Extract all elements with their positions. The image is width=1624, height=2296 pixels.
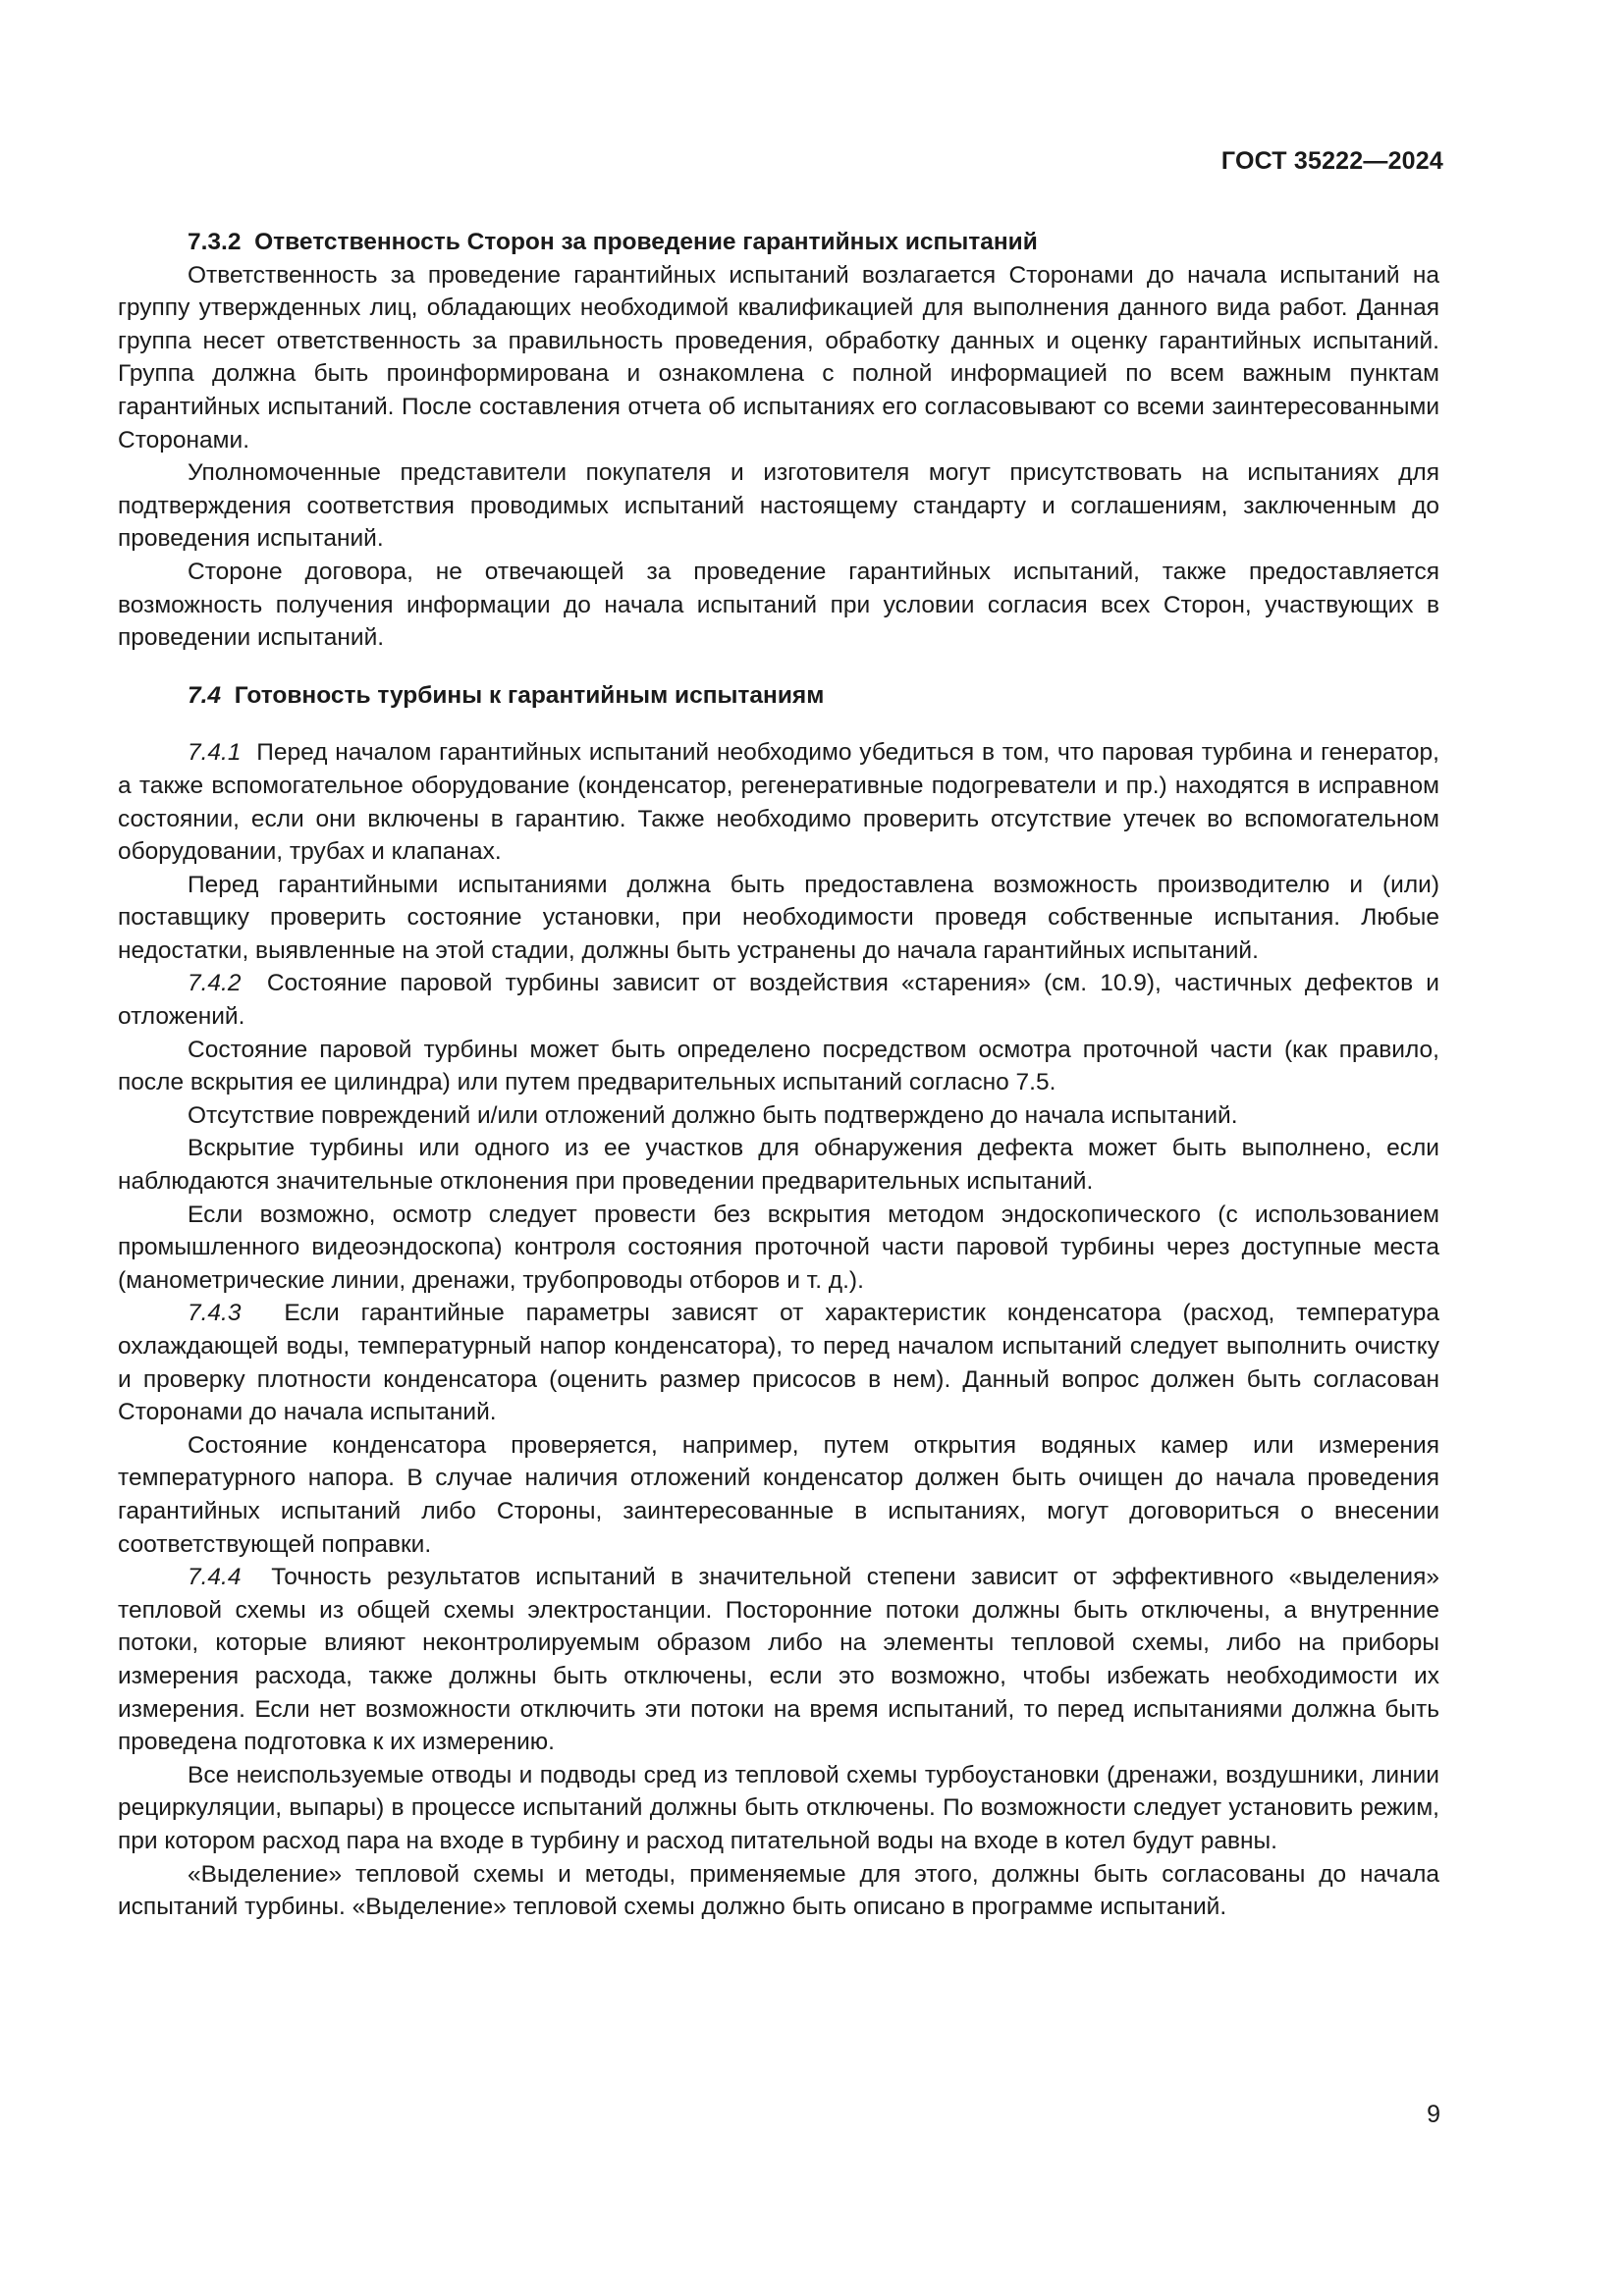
clause-text: Если гарантийные параметры зависят от характеристик конденсатора (расход, температура охлаждающей воды, температурный напор конденсатора), то перед началом испытаний следует выполнить очистку и проверку плотности конденсатора (оценить размер присосов в нем). Данный вопрос должен быть согласован Сторонами до начала испытаний. (118, 1300, 1439, 1426)
clause-7-4-3 (118, 1297, 1439, 1428)
section-heading-7-4 (118, 679, 1439, 713)
clause-number: 7.4.4 (188, 1564, 242, 1591)
clause-text: Точность результатов испытаний в значительной степени зависит от эффективного «выделения» тепловой схемы из общей схемы электростанции. Посторонние потоки должны быть отключены, а внутренние потоки, которые влияют неконтролируемым образом либо на элементы тепловой схемы, либо на приборы измерения расхода, также должны быть отключены, если это возможно, чтобы избежать необходимости их измерения. Если нет возможности отключить эти потоки на время испытаний, то перед испытаниями должна быть проведена подготовка к их измерению. (118, 1564, 1439, 1756)
paragraph: Состояние паровой турбины может быть определено посредством осмотра проточной части (как правило, после вскрытия ее цилиндра) или путем предварительных испытаний согласно 7.5. (118, 1036, 1439, 1096)
section-title: Готовность турбины к гарантийным испытаниям (234, 681, 825, 709)
paragraph: Отсутствие повреждений и/или отложений должно быть подтверждено до начала испытаний. (188, 1101, 1238, 1129)
clause-number: 7.4.2 (188, 970, 242, 997)
clause-text: Состояние паровой турбины зависит от воздействия «старения» (см. 10.9), частичных дефектов и отложений. (118, 970, 1439, 1031)
paragraph: Уполномоченные представители покупателя и изготовителя могут присутствовать на испытаниях для подтверждения соответствия проводимых испытаний настоящему стандарту и соглашениям, заключенным до проведения испытаний. (118, 459, 1439, 553)
document-header: ГОСТ 35222—2024 (1220, 147, 1443, 175)
section-number: 7.3.2 (188, 229, 242, 255)
paragraph: «Выделение» тепловой схемы и методы, применяемые для этого, должны быть согласованы до начала испытаний турбины. «Выделение» тепловой схемы должно быть описано в программе испытаний. (118, 1860, 1439, 1921)
clause-7-4-4 (118, 1561, 1439, 1759)
section-number: 7.4 (188, 681, 222, 709)
paragraph: Стороне договора, не отвечающей за проведение гарантийных испытаний, также предоставляется возможность получения информации до начала испытаний при условии согласия всех Сторон, участвующих в проведении испытаний. (118, 558, 1439, 652)
clause-7-4-1 (118, 736, 1439, 868)
clause-7-4-2 (118, 967, 1439, 1033)
page-number: 9 (1427, 2101, 1440, 2128)
paragraph: Состояние конденсатора проверяется, например, путем открытия водяных камер или измерения температурного напора. В случае наличия отложений конденсатор должен быть очищен до начала проведения гарантийных испытаний либо Стороны, заинтересованные в испытаниях, могут договориться о внесении соответствующей поправки. (118, 1431, 1439, 1558)
clause-text: Перед началом гарантийных испытаний необходимо убедиться в том, что паровая турбина и генератор, а также вспомогательное оборудование (конденсатор, регенеративные подогреватели и пр.) находятся в исправном состоянии, если они включены в гарантию. Также необходимо проверить отсутствие утечек во вспомогательном оборудовании, трубах и клапанах. (118, 739, 1439, 866)
section-heading-7-3-2 (118, 226, 1439, 259)
document-body (118, 226, 1439, 1924)
paragraph: Перед гарантийными испытаниями должна быть предоставлена возможность производителю и (или) поставщику проверить состояние установки, при необходимости проведя собственные испытания. Любые недостатки, выявленные на этой стадии, должны быть устранены до начала гарантийных испытаний. (118, 871, 1439, 964)
clause-number: 7.4.1 (188, 739, 242, 767)
section-title: Ответственность Сторон за проведение гарантийных испытаний (254, 229, 1038, 255)
paragraph: Вскрытие турбины или одного из ее участков для обнаружения дефекта может быть выполнено, если наблюдаются значительные отклонения при проведении предварительных испытаний. (118, 1135, 1439, 1196)
paragraph: Все неиспользуемые отводы и подводы сред из тепловой схемы турбоустановки (дренажи, воздушники, линии рециркуляции, выпары) в процессе испытаний должны быть отключены. По возможности следует установить режим, при котором расход пара на входе в турбину и расход питательной воды на входе в котел будут равны. (118, 1761, 1439, 1854)
paragraph: Ответственность за проведение гарантийных испытаний возлагается Сторонами до начала испытаний на группу утвержденных лиц, обладающих необходимой квалификацией для выполнения данного вида работ. Данная группа несет ответственность за правильность проведения, обработку данных и оценку гарантийных испытаний. Группа должна быть проинформирована и ознакомлена с полной информацией по всем важным пунктам гарантийных испытаний. После составления отчета об испытаниях его согласовывают со всеми заинтересованными Сторонами. (118, 261, 1439, 454)
paragraph: Если возможно, осмотр следует провести без вскрытия методом эндоскопического (с использованием промышленного видеоэндоскопа) контроля состояния проточной части паровой турбины через доступные места (манометрические линии, дренажи, трубопроводы отборов и т. д.). (118, 1201, 1439, 1294)
clause-number: 7.4.3 (188, 1300, 242, 1327)
